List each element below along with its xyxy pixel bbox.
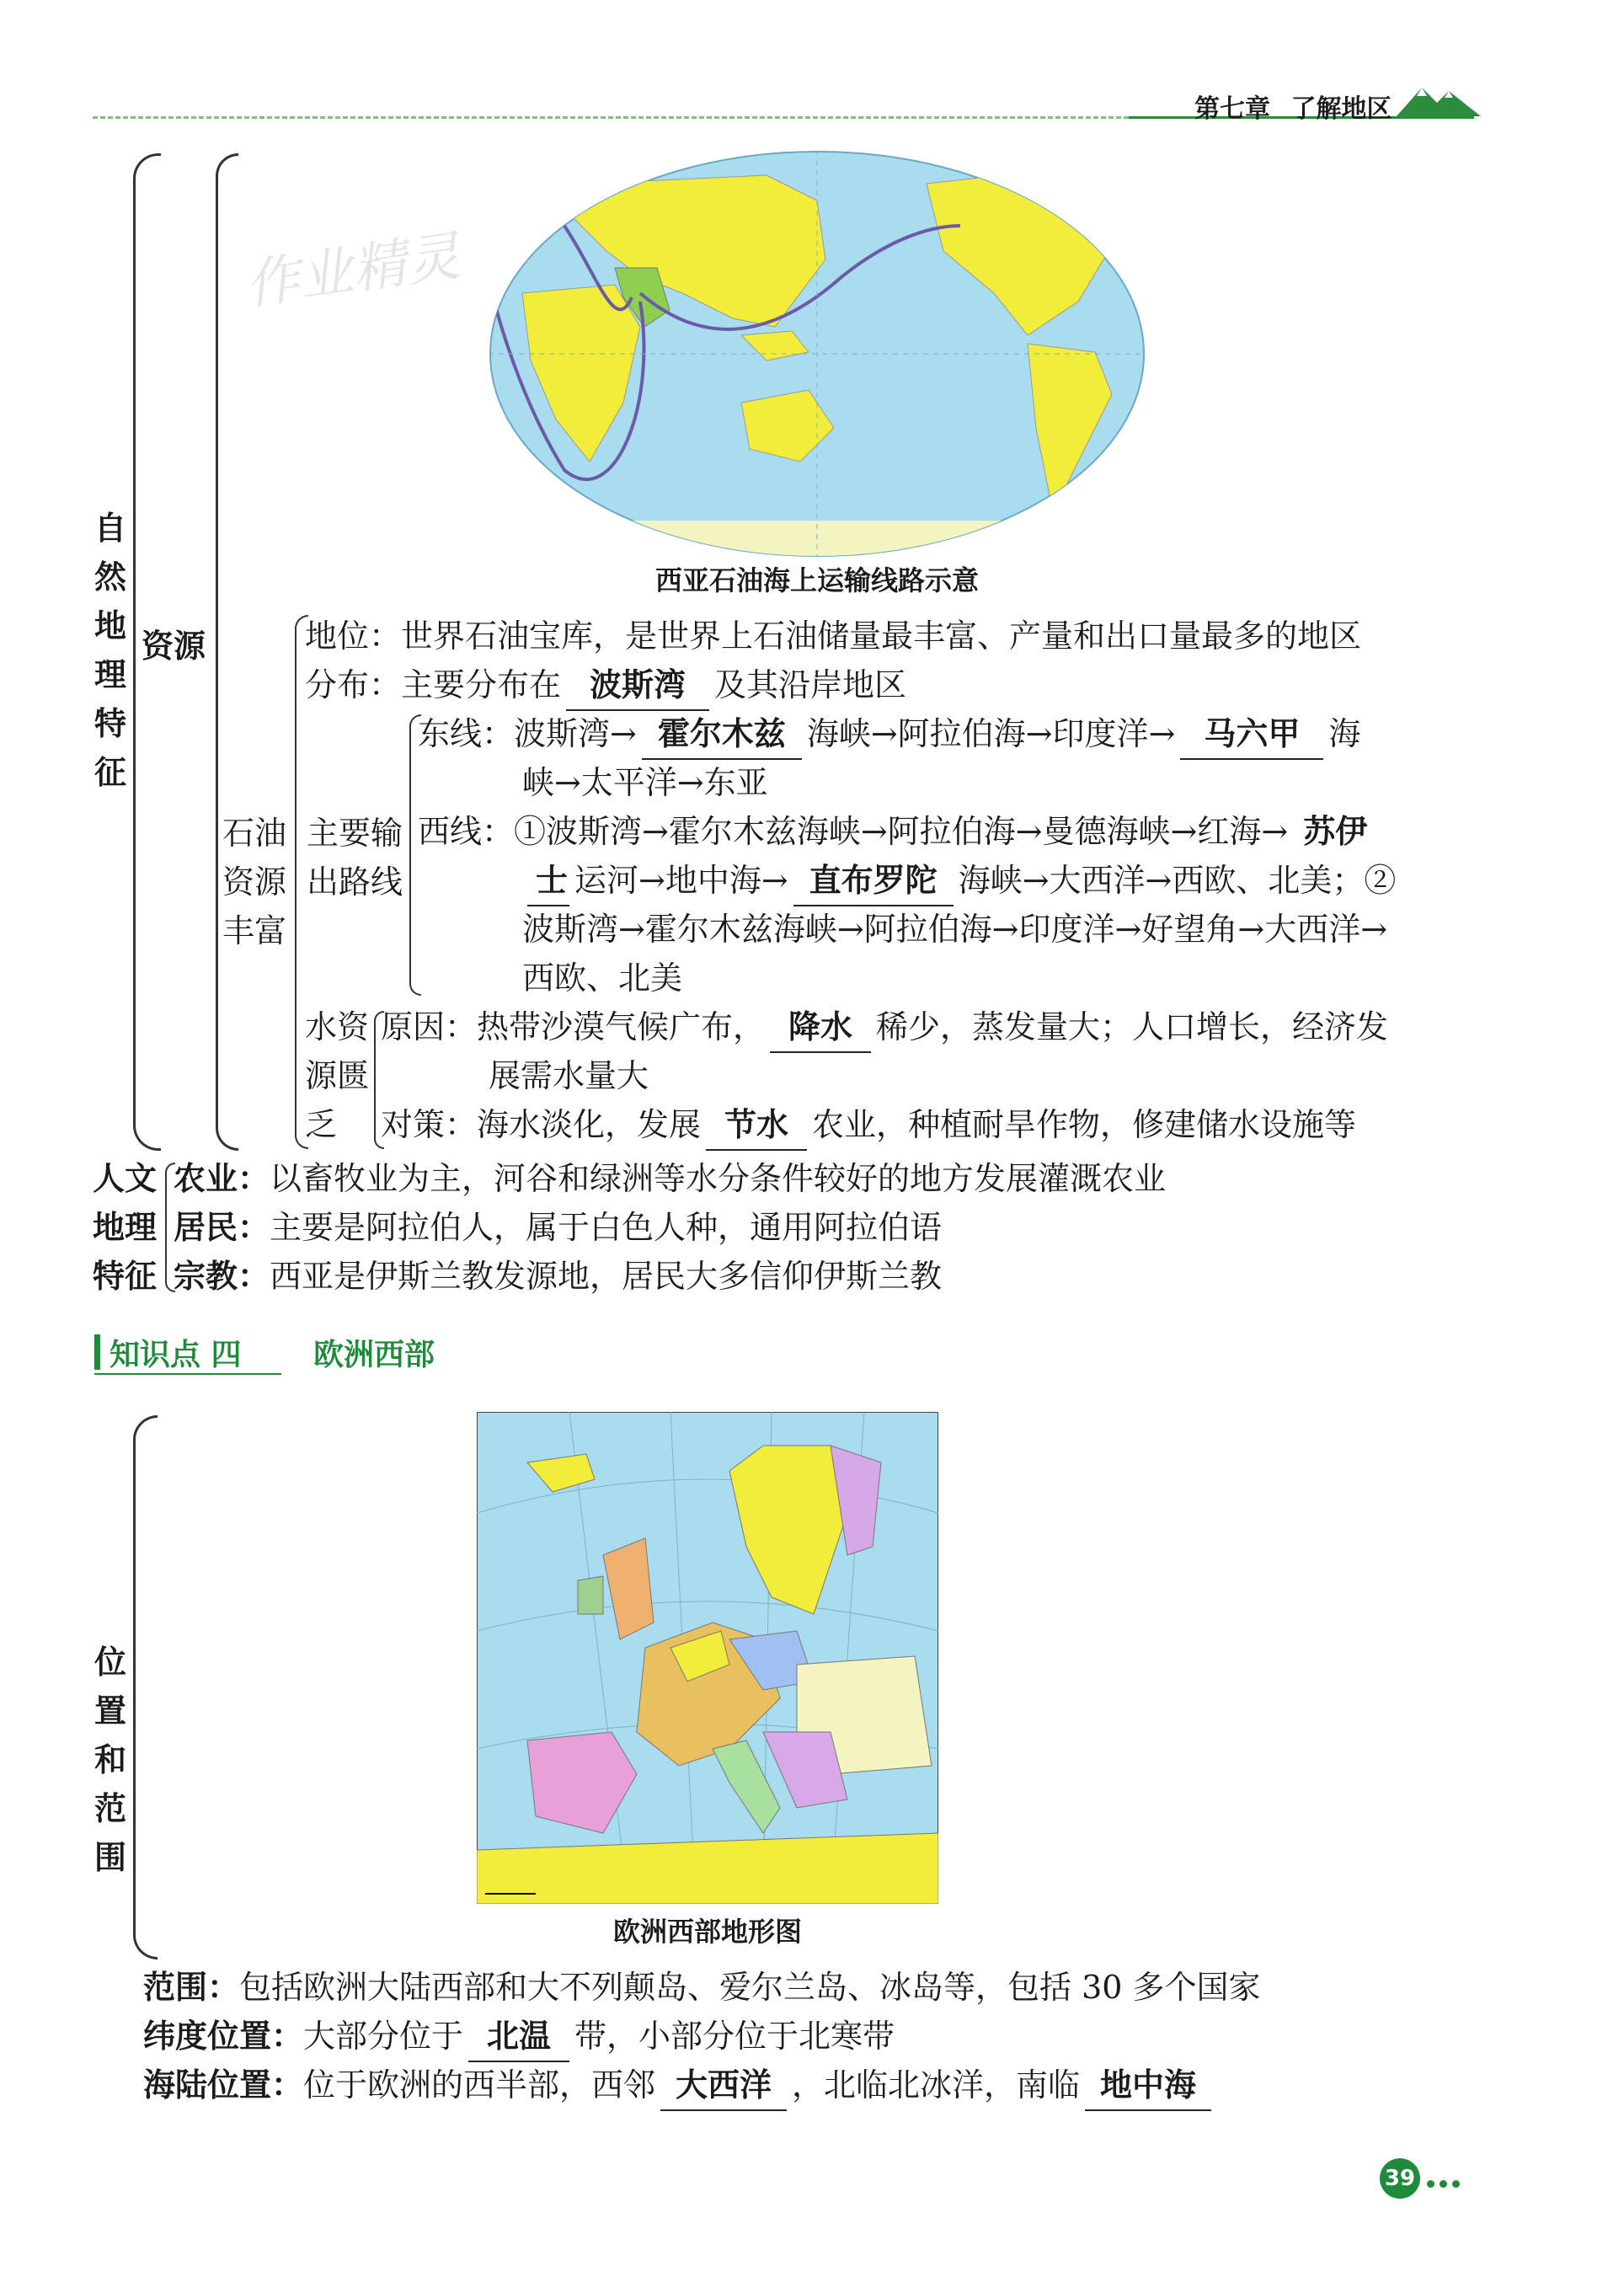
- label-human-1: 人文: [93, 1159, 158, 1197]
- mountain-icon: [1397, 81, 1481, 118]
- label-human-2: 地理: [93, 1208, 158, 1246]
- brace-resources: [216, 153, 238, 1151]
- label-position: 位置和范围: [93, 1643, 126, 1876]
- answer-north-temperate: 北温: [468, 2012, 569, 2062]
- label-routes: 主要输出路线: [307, 815, 403, 901]
- brace-position: [133, 1415, 158, 1959]
- answer-persian-gulf: 波斯湾: [566, 660, 709, 711]
- map-western-europe-caption: 欧洲西部地形图: [612, 1916, 802, 1948]
- route-east-2: 峡→太平洋→东亚: [522, 764, 768, 801]
- label-natural: 自然地理特征: [93, 509, 126, 791]
- map-western-europe: [477, 1412, 938, 1904]
- header-rule: [93, 116, 1129, 119]
- route-west-3: 波斯湾→霍尔木兹海峡→阿拉伯海→印度洋→好望角→大西洋→: [522, 911, 1388, 948]
- label-water: 水资源匮乏: [305, 1008, 370, 1143]
- answer-malacca: 马六甲: [1180, 709, 1323, 760]
- header-chapter: [1194, 88, 1392, 125]
- kp-bar: [94, 1334, 100, 1370]
- route-east-1: 东线：波斯湾→ 霍尔木兹 海峡→阿拉伯海→印度洋→ 马六甲 海: [418, 709, 1360, 760]
- chapter-title: 了解地区: [1290, 94, 1392, 124]
- watermark: 作业精灵: [241, 225, 464, 318]
- resources-distribution: 分布：主要分布在 波斯湾 及其沿岸地区: [305, 660, 906, 711]
- answer-suez-a: 苏伊: [1303, 813, 1368, 850]
- label-oil: 石油资源丰富: [222, 815, 287, 949]
- human-agriculture: 农业：以畜牧业为主，河谷和绿洲等水分条件较好的地方发展灌溉农业: [174, 1159, 1167, 1197]
- page-number: 39: [1380, 2158, 1420, 2199]
- answer-precipitation: 降水: [770, 1002, 871, 1053]
- label-resources: 资源: [142, 627, 206, 665]
- water-cause-2: 展需水量大: [489, 1057, 649, 1094]
- water-measure: 对策：海水淡化，发展 节水 农业，种植耐旱作物，修建储水设施等: [381, 1100, 1356, 1151]
- position-latitude: 纬度位置：大部分位于 北温 带，小部分位于北寒带: [143, 2012, 895, 2062]
- chapter-label: 第七章: [1194, 94, 1270, 124]
- route-west-2: 士 运河→地中海→ 直布罗陀 海峡→大西洋→西欧、北美；②: [522, 856, 1396, 906]
- answer-gibraltar: 直布罗陀: [793, 856, 954, 906]
- position-sea: 海陆位置：位于欧洲的西半部，西邻 大西洋 ，北临北冰洋，南临 地中海: [143, 2061, 1216, 2111]
- water-cause-1: 原因：热带沙漠气候广布， 降水 稀少，蒸发量大；人口增长，经济发: [381, 1002, 1388, 1053]
- kp-tag: 知识点 四: [110, 1338, 242, 1372]
- human-residents: 居民：主要是阿拉伯人，属于白色人种，通用阿拉伯语: [174, 1208, 943, 1246]
- answer-atlantic: 大西洋: [660, 2061, 787, 2111]
- answer-hormuz: 霍尔木兹: [642, 709, 802, 760]
- kp-underline: [94, 1373, 281, 1375]
- position-scope: 范围：包括欧洲大陆西部和大不列颠岛、爱尔兰岛、冰岛等，包括 30 多个国家: [143, 1968, 1261, 2006]
- label-human-3: 特征: [93, 1257, 158, 1295]
- map-oil-routes: [489, 150, 1146, 558]
- route-west-1: 西线：①波斯湾→霍尔木兹海峡→阿拉伯海→曼德海峡→红海→ 苏伊: [418, 807, 1382, 856]
- page-dots: [1427, 2175, 1460, 2191]
- map-oil-routes-caption: 西亚石油海上运输线路示意: [654, 564, 979, 596]
- answer-mediterranean: 地中海: [1085, 2061, 1211, 2111]
- route-west-4: 西欧、北美: [522, 960, 683, 997]
- answer-water-saving: 节水: [706, 1100, 807, 1151]
- kp-title: 欧洲西部: [313, 1338, 435, 1372]
- answer-suez-b: 士: [527, 856, 569, 906]
- human-religion: 宗教：西亚是伊斯兰教发源地，居民大多信仰伊斯兰教: [174, 1257, 943, 1295]
- resources-position: 地位：世界石油宝库，是世界上石油储量最丰富、产量和出口量最多的地区: [305, 617, 1362, 655]
